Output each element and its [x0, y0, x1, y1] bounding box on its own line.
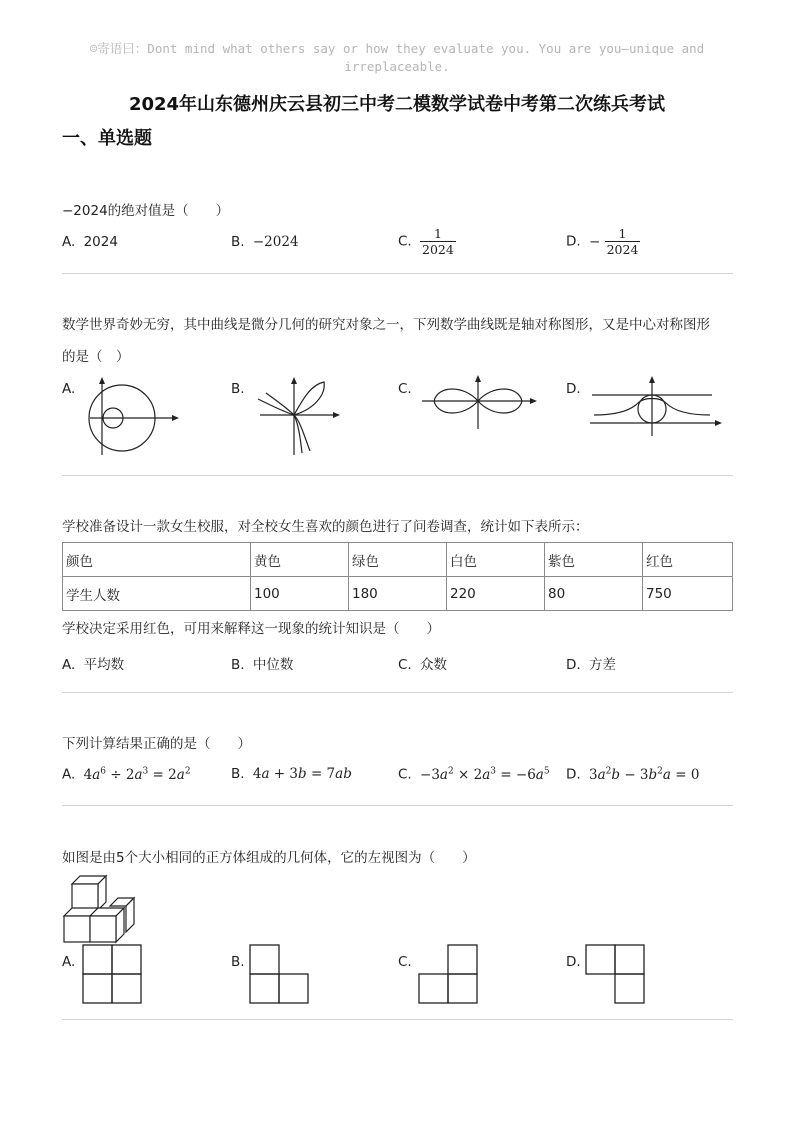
- q1-option-b-label: B.: [231, 234, 245, 250]
- q2-option-c-label[interactable]: C.: [398, 381, 412, 397]
- q5-option-a-view: [82, 944, 142, 1006]
- table-cell: 红色: [643, 543, 733, 577]
- table-cell: 白色: [447, 543, 545, 577]
- q4-option-d[interactable]: [566, 766, 699, 783]
- q1-option-c-fraction: [420, 226, 456, 257]
- table-cell: 绿色: [349, 543, 447, 577]
- q1-option-d-numerator: 1: [605, 226, 641, 242]
- q5-stem: 如图是由5个大小相同的正方体组成的几何体，它的左视图为（ ）: [62, 850, 476, 866]
- q5-option-a-label[interactable]: A.: [62, 954, 76, 970]
- q4-option-a-expr: $4a^6 \div 2a^3 = 2a^2$: [83, 766, 191, 783]
- q5-option-d-view: [585, 944, 645, 1006]
- q1-stem: −2024的绝对值是（ ）: [62, 203, 230, 219]
- q1-option-c-numerator: 1: [420, 226, 456, 242]
- table-cell: 80: [545, 577, 643, 611]
- motto: ☺寄语曰：Dont mind what others say or how they evaluate you. You are you—unique and irreplaceable.: [89, 41, 705, 74]
- q1-option-d-label: D.: [566, 233, 581, 250]
- q3-option-b-label: B.: [231, 657, 245, 673]
- q2-option-b-graph: [252, 373, 347, 458]
- q3-question: 学校决定采用红色，可用来解释这一现象的统计知识是（ ）: [62, 621, 440, 637]
- q2-option-b-label[interactable]: B.: [231, 381, 245, 397]
- q1-option-d-sign: −: [588, 233, 601, 250]
- q1-option-c-label: C.: [398, 233, 412, 250]
- q4-option-a[interactable]: [62, 766, 191, 783]
- table-cell: 750: [643, 577, 733, 611]
- q3-option-d-value: 方差: [588, 657, 616, 673]
- q2-option-d-label[interactable]: D.: [566, 381, 581, 397]
- q4-option-d-expr: $3a^2b - 3b^2a = 0$: [588, 766, 700, 783]
- q3-option-b[interactable]: [231, 653, 293, 673]
- q2-option-a-graph: [85, 373, 185, 458]
- q4-option-a-label: A.: [62, 766, 76, 783]
- divider: [62, 692, 733, 693]
- table-cell: 180: [349, 577, 447, 611]
- table-cell: 学生人数: [63, 577, 251, 611]
- q1-option-d[interactable]: [566, 226, 640, 257]
- q4-option-b-expr: 4a + 3b = 7ab: [252, 766, 352, 782]
- q1-option-a-label: A.: [62, 234, 76, 250]
- page-title: 2024年山东德州庆云县初三中考二模数学试卷中考第二次练兵考试: [128, 94, 666, 115]
- q2-option-c-graph: [420, 373, 540, 433]
- q2-stem-line2: 的是（ ）: [62, 349, 130, 365]
- q3-option-c-value: 众数: [420, 657, 448, 673]
- q5-option-b-label[interactable]: B.: [231, 954, 245, 970]
- divider: [62, 805, 733, 806]
- q3-option-a[interactable]: [62, 653, 124, 673]
- q2-option-d-graph: [586, 373, 726, 438]
- q1-option-a-value: 2024: [83, 234, 118, 250]
- divider: [62, 273, 733, 274]
- q5-option-c-view: [418, 944, 478, 1006]
- q4-stem: 下列计算结果正确的是（ ）: [62, 736, 251, 752]
- q3-stem: 学校准备设计一款女生校服，对全校女生喜欢的颜色进行了问卷调查，统计如下表所示：: [62, 519, 589, 535]
- q3-option-b-value: 中位数: [252, 657, 294, 673]
- q4-option-d-label: D.: [566, 766, 581, 783]
- section-heading: 一、单选题: [62, 128, 152, 149]
- table-cell: 紫色: [545, 543, 643, 577]
- q1-option-b-value: −2024: [252, 234, 299, 250]
- q1-option-a[interactable]: [62, 234, 118, 250]
- table-cell: 黄色: [251, 543, 349, 577]
- table-row: [63, 543, 733, 577]
- q1-option-d-denominator: 2024: [606, 242, 639, 257]
- q1-option-b[interactable]: [231, 234, 299, 250]
- q3-option-c[interactable]: [398, 653, 447, 673]
- q4-option-c-label: C.: [398, 766, 412, 783]
- q3-option-c-label: C.: [398, 657, 412, 673]
- table-cell: 220: [447, 577, 545, 611]
- q5-solid-figure: [60, 872, 140, 947]
- q3-option-a-value: 平均数: [83, 657, 125, 673]
- table-cell: 颜色: [63, 543, 251, 577]
- q4-option-c[interactable]: [398, 766, 550, 783]
- q3-option-d-label: D.: [566, 657, 581, 673]
- q5-option-d-label[interactable]: D.: [566, 954, 581, 970]
- q5-option-b-view: [249, 944, 309, 1006]
- divider: [62, 1019, 733, 1020]
- q3-option-d[interactable]: [566, 653, 616, 673]
- q3-option-a-label: A.: [62, 657, 76, 673]
- table-cell: 100: [251, 577, 349, 611]
- q5-option-c-label[interactable]: C.: [398, 954, 412, 970]
- q4-option-b[interactable]: [231, 766, 352, 782]
- table-row: [63, 577, 733, 611]
- q1-option-c[interactable]: [398, 226, 456, 257]
- q4-option-c-expr: $-3a^2 \times 2a^3 = -6a^5$: [420, 766, 550, 783]
- q2-option-a-label[interactable]: A.: [62, 381, 76, 397]
- q2-stem-line1: 数学世界奇妙无穷，其中曲线是微分几何的研究对象之一，下列数学曲线既是轴对称图形，又是中心对称图形: [62, 317, 710, 333]
- q1-option-d-fraction: [605, 226, 641, 257]
- color-survey-table: [62, 542, 733, 611]
- divider: [62, 475, 733, 476]
- q1-option-c-denominator: 2024: [422, 242, 454, 257]
- q4-option-b-label: B.: [231, 766, 245, 782]
